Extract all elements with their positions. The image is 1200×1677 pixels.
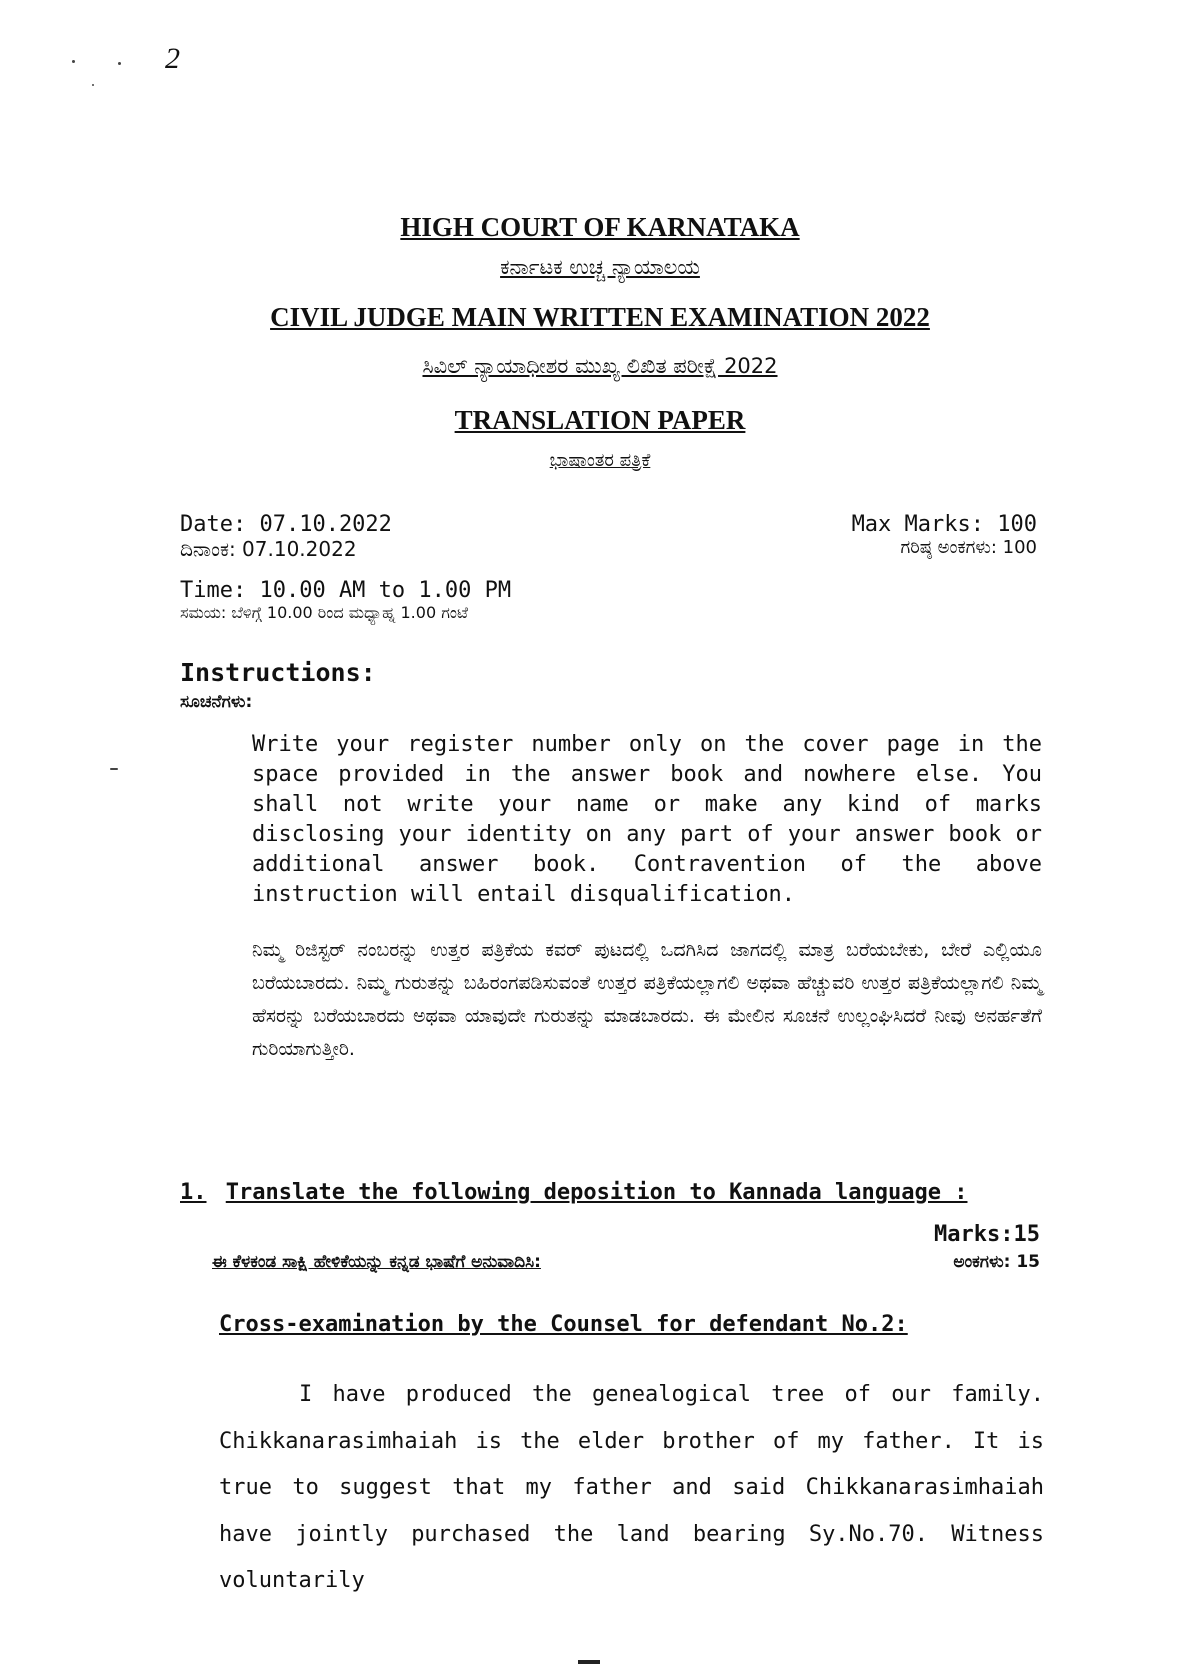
max-marks: [852, 512, 1037, 558]
exam-date: [180, 512, 392, 561]
paper-title: TRANSLATION PAPER: [454, 405, 746, 435]
paper-title-kannada: ಭಾಷಾಂತರ ಪತ್ರಿಕೆ: [549, 450, 651, 471]
court-name-kannada: ಕರ್ನಾಟಕ ಉಚ್ಚ ನ್ಯಾಯಾಲಯ: [500, 255, 700, 279]
question-number: 1.: [180, 1180, 207, 1205]
cross-examination-heading: Cross-examination by the Counsel for defendant No.2:: [219, 1312, 908, 1337]
scan-speck: [72, 60, 75, 63]
deposition-text: I have produced the genealogical tree of our family. Chikkanarasimhaiah is the elder brother of my father. It is true to suggest that my father and said Chikkanarasimhaiah have jointly purchased the land bearing Sy.No.70. Witness voluntarily: [219, 1382, 1044, 1593]
question-1: [180, 1180, 967, 1205]
exam-title: CIVIL JUDGE MAIN WRITTEN EXAMINATION 2022: [270, 302, 930, 332]
exam-time: [180, 578, 511, 623]
scan-mark: [578, 1660, 600, 1664]
court-name: HIGH COURT OF KARNATAKA: [400, 212, 800, 242]
instructions-text: Write your register number only on the cover page in the space provided in the answer book and nowhere else. You shall not write your name or make any kind of marks disclosing your identity on any part of your answer book or additional answer book. Contravention of the above instruction will entail disqualification.: [252, 732, 1042, 907]
question-text: Translate the following deposition to Kannada language :: [225, 1180, 968, 1205]
question-text-kannada: ಈ ಕೆಳಕಂಡ ಸಾಕ್ಷಿ ಹೇಳಿಕೆಯನ್ನು ಕನ್ನಡ ಭಾಷೆಗೆ ಅನುವಾದಿಸಿ:: [212, 1252, 541, 1272]
max-marks-en: Max Marks: 100: [851, 512, 1037, 537]
question-marks: Marks:15: [934, 1222, 1040, 1247]
date-kannada: ದಿನಾಂಕ: 07.10.2022: [180, 537, 357, 561]
scan-speck: [118, 62, 121, 65]
question-marks-kannada: ಅಂಕಗಳು: 15: [953, 1252, 1040, 1272]
instructions-text-kannada: ನಿಮ್ಮ ರಿಜಿಸ್ಟರ್ ನಂಬರನ್ನು ಉತ್ತರ ಪತ್ರಿಕೆಯ ಕವರ್ ಪುಟದಲ್ಲಿ ಒದಗಿಸಿದ ಜಾಗದಲ್ಲಿ ಮಾತ್ರ ಬರೆಯಬೇಕು, ಬೇರೆ ಎಲ್ಲಿಯೂ ಬರೆಯಬಾರದು. ನಿಮ್ಮ ಗುರುತನ್ನು ಬಹಿರಂಗಪಡಿಸುವಂತೆ ಉತ್ತರ ಪತ್ರಿಕೆಯಲ್ಲಾಗಲಿ ಅಥವಾ ಹೆಚ್ಚುವರಿ ಉತ್ತರ ಪತ್ರಿಕೆಯಲ್ಲಾಗಲಿ ನಿಮ್ಮ ಹೆಸರನ್ನು ಬರೆಯಬಾರದು ಅಥವಾ ಯಾವುದೇ ಗುರುತನ್ನು ಮಾಡಬಾರದು. ಈ ಮೇಲಿನ ಸೂಚನೆ ಉಲ್ಲಂಘಿಸಿದರೆ ನೀವು ಅನರ್ಹತೆಗೆ ಗುರಿಯಾಗುತ್ತೀರಿ.: [252, 939, 1042, 1060]
time-kannada: ಸಮಯ: ಬೆಳಿಗ್ಗೆ 10.00 ರಿಂದ ಮಧ್ಯಾಹ್ನ 1.00 ಗಂಟೆ: [180, 603, 469, 622]
max-marks-kannada: ಗರಿಷ್ಠ ಅಂಕಗಳು: 100: [900, 537, 1037, 558]
time-en: Time: 10.00 AM to 1.00 PM: [180, 578, 512, 603]
scan-speck: [110, 768, 118, 770]
exam-title-kannada: ಸಿವಿಲ್ ನ್ಯಾಯಾಧೀಶರ ಮುಖ್ಯ ಲಿಖಿತ ಪರೀಕ್ಷೆ 2022: [422, 354, 778, 378]
instructions-heading-kannada: ಸೂಚನೆಗಳು:: [180, 692, 253, 712]
page-number: 2: [165, 42, 180, 75]
date-en: Date: 07.10.2022: [180, 512, 392, 537]
scan-speck: [92, 84, 94, 86]
instructions-heading: Instructions:: [180, 658, 376, 687]
